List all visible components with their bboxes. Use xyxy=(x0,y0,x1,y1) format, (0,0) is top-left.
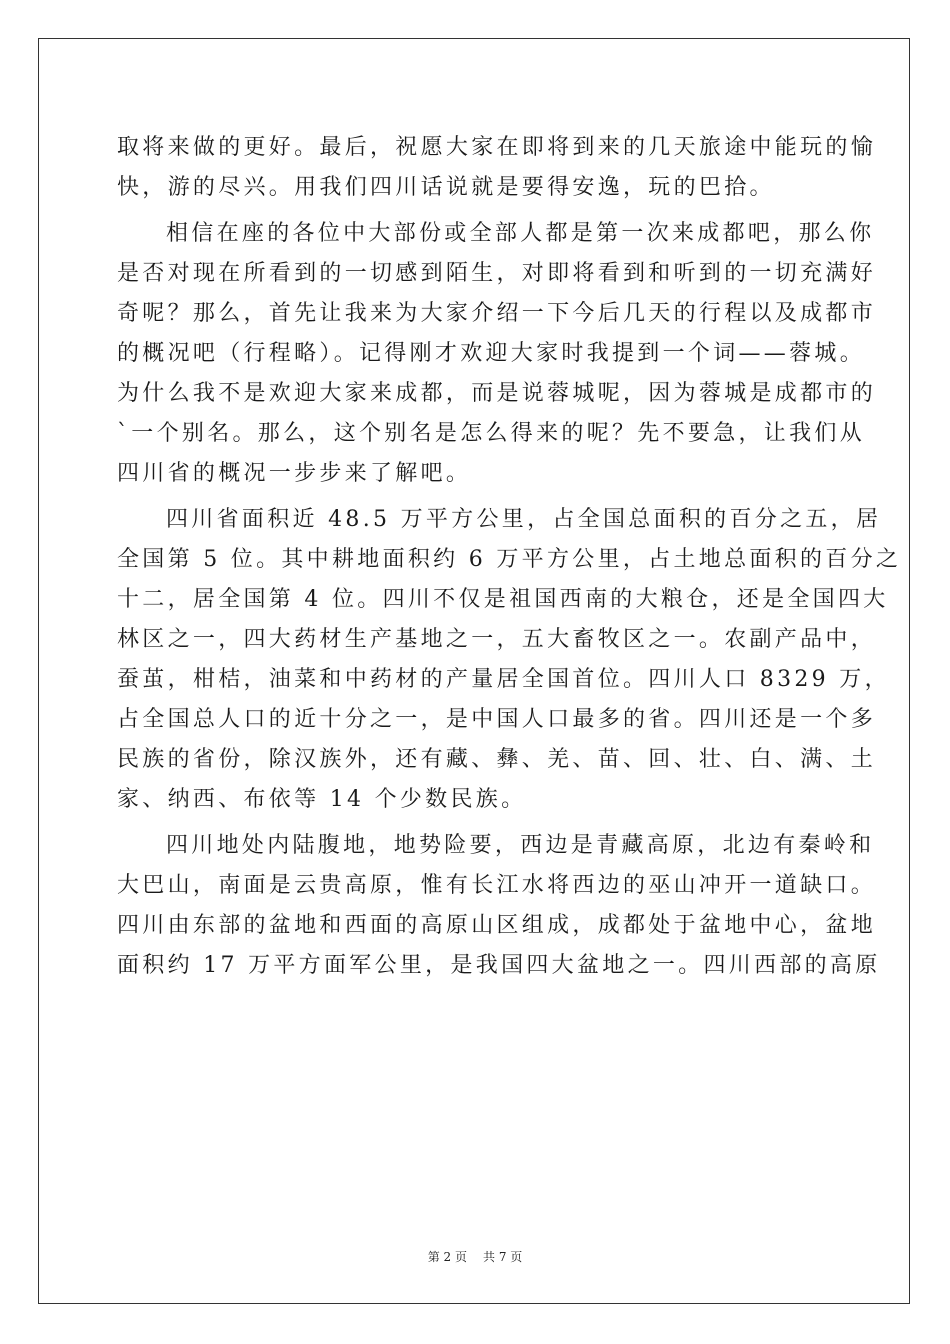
text-line: 家、纳西、布依等 14 个少数民族。 xyxy=(117,787,527,812)
text-line: 四川省面积近 48.5 万平方公里，占全国总面积的百分之五，居 xyxy=(166,507,882,532)
text-line: 面积约 17 万平方面军公里，是我国四大盆地之一。四川西部的高原 xyxy=(117,953,881,978)
text-line: 十二，居全国第 4 位。四川不仅是祖国西南的大粮仓，还是全国四大 xyxy=(117,587,889,612)
text-line: 四川省的概况一步步来了解吧。 xyxy=(117,461,472,486)
page-total: 共 7 页 xyxy=(483,1250,523,1264)
page-footer xyxy=(0,1248,950,1265)
paragraph-4 xyxy=(117,826,881,986)
document-body xyxy=(117,128,902,986)
text-line: 的概况吧（行程略）。记得刚才欢迎大家时我提到一个词——蓉城。 xyxy=(117,341,866,366)
text-line: 四川由东部的盆地和西面的高原山区组成，成都处于盆地中心，盆地 xyxy=(117,913,877,938)
text-line: 全国第 5 位。其中耕地面积约 6 万平方公里，占土地总面积的百分之 xyxy=(117,547,902,572)
text-line: 为什么我不是欢迎大家来成都，而是说蓉城呢，因为蓉城是成都市的 xyxy=(117,381,877,406)
text-line: 大巴山，南面是云贵高原，惟有长江水将西边的巫山冲开一道缺口。 xyxy=(117,873,877,898)
text-line: 奇呢？那么，首先让我来为大家介绍一下今后几天的行程以及成都市 xyxy=(117,301,877,326)
paragraph-1 xyxy=(117,128,877,208)
text-line: 是否对现在所看到的一切感到陌生，对即将看到和听到的一切充满好 xyxy=(117,261,877,286)
text-line: 占全国总人口的近十分之一，是中国人口最多的省。四川还是一个多 xyxy=(117,707,877,732)
text-line: `一个别名。那么，这个别名是怎么得来的呢？先不要急，让我们从 xyxy=(117,421,866,446)
text-line: 相信在座的各位中大部份或全部人都是第一次来成都吧，那么你 xyxy=(166,221,875,246)
text-line: 四川地处内陆腹地，地势险要，西边是青藏高原，北边有秦岭和 xyxy=(166,833,875,858)
text-line: 林区之一，四大药材生产基地之一，五大畜牧区之一。农副产品中， xyxy=(117,627,877,652)
page-number: 第 2 页 xyxy=(427,1250,467,1264)
text-line: 蚕茧，柑桔，油菜和中药材的产量居全国首位。四川人口 8329 万， xyxy=(117,667,890,692)
paragraph-3 xyxy=(117,500,902,820)
text-line: 快，游的尽兴。用我们四川话说就是要得安逸，玩的巴拾。 xyxy=(117,175,775,200)
paragraph-2 xyxy=(117,214,877,494)
text-line: 取将来做的更好。最后，祝愿大家在即将到来的几天旅途中能玩的愉 xyxy=(117,135,877,160)
text-line: 民族的省份，除汉族外，还有藏、彝、羌、苗、回、壮、白、满、土 xyxy=(117,747,877,772)
